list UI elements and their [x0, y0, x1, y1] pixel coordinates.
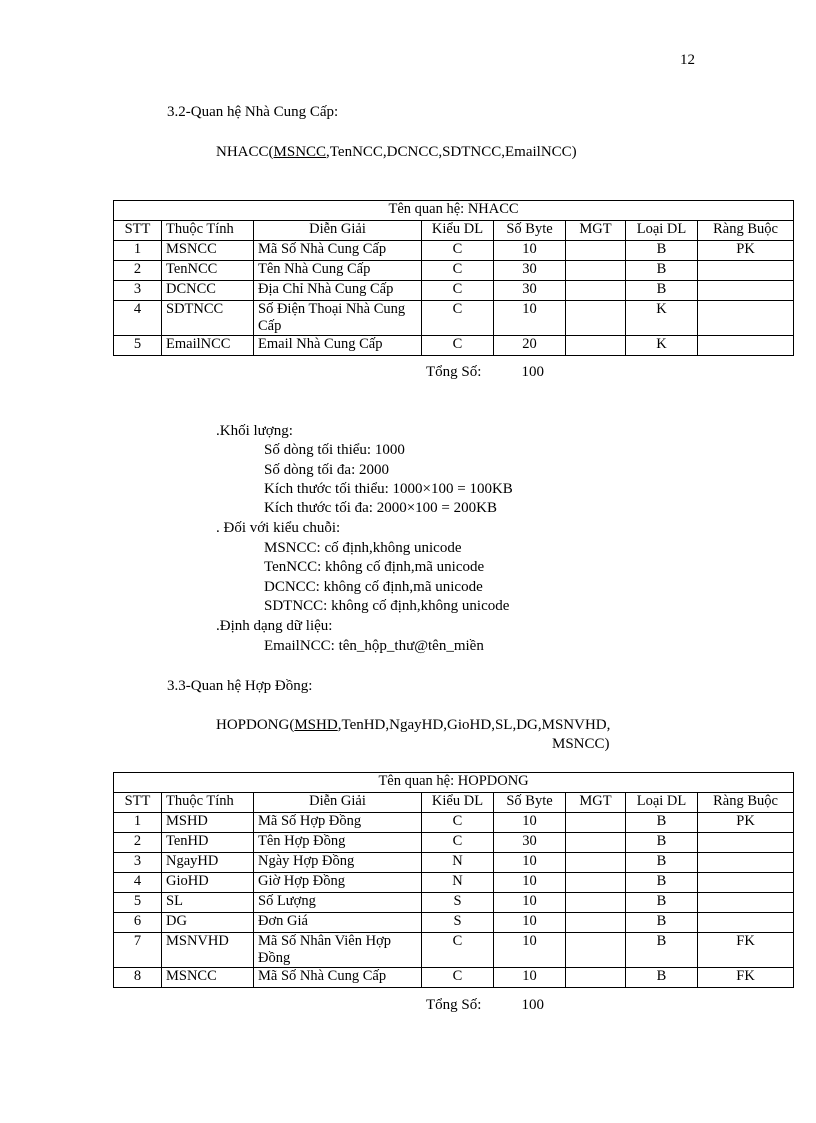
table-cell: N [422, 873, 494, 893]
table-cell: 8 [114, 968, 162, 988]
table-cell: C [422, 933, 494, 968]
table-cell: 3 [114, 281, 162, 301]
column-header: MGT [566, 793, 626, 813]
table-cell: PK [698, 813, 794, 833]
total-label: Tổng Số: [426, 997, 482, 1013]
table-cell: 10 [494, 301, 566, 336]
table-cell: K [626, 336, 698, 356]
table-cell: Mã Số Nhà Cung Cấp [254, 968, 422, 988]
table-cell: FK [698, 968, 794, 988]
schema-name: NHACC( [216, 144, 274, 160]
table-cell: B [626, 873, 698, 893]
table-cell: 3 [114, 853, 162, 873]
table-cell: 2 [114, 261, 162, 281]
table-nhacc [113, 200, 794, 356]
table-cell: 10 [494, 933, 566, 968]
table-cell: 7 [114, 933, 162, 968]
table-cell: TenNCC [162, 261, 254, 281]
table-cell: S [422, 913, 494, 933]
table-cell [566, 873, 626, 893]
table-cell: Số Lượng [254, 893, 422, 913]
table-cell: NgayHD [162, 853, 254, 873]
table-row [114, 833, 794, 853]
table-cell [698, 893, 794, 913]
column-header: Thuộc Tính [162, 793, 254, 813]
table-cell [566, 261, 626, 281]
section-heading-nhacc: 3.2-Quan hệ Nhà Cung Cấp: [167, 104, 339, 120]
schema-rest: ,TenHD,NgayHD,GioHD,SL,DG,MSNVHD, [337, 717, 611, 733]
table-cell [698, 913, 794, 933]
table-row [114, 853, 794, 873]
table-cell: MSNCC [162, 241, 254, 261]
table-cell: Ngày Hợp Đồng [254, 853, 422, 873]
table-cell [698, 301, 794, 336]
table-cell: Email Nhà Cung Cấp [254, 336, 422, 356]
table-cell: B [626, 933, 698, 968]
table-row [114, 968, 794, 988]
note-kieu-chuoi: . Đối với kiểu chuỗi: [216, 520, 341, 536]
table-row [114, 241, 794, 261]
table-cell: PK [698, 241, 794, 261]
table-cell: 4 [114, 301, 162, 336]
table-cell: Giờ Hợp Đồng [254, 873, 422, 893]
note-item: EmailNCC: tên_hộp_thư@tên_miền [264, 638, 484, 654]
table-cell: SL [162, 893, 254, 913]
table-cell: S [422, 893, 494, 913]
table-cell: C [422, 813, 494, 833]
table-cell: 10 [494, 853, 566, 873]
column-header: Kiểu DL [422, 793, 494, 813]
table-cell: Mã Số Nhân Viên Hợp Đồng [254, 933, 422, 968]
column-header: STT [114, 793, 162, 813]
table-cell [566, 968, 626, 988]
table-title: Tên quan hệ: NHACC [114, 201, 794, 221]
column-header: MGT [566, 221, 626, 241]
table-row [114, 893, 794, 913]
note-item: Số dòng tối thiểu: 1000 [264, 442, 405, 458]
table-cell [566, 336, 626, 356]
table-cell: SDTNCC [162, 301, 254, 336]
column-header: Ràng Buộc [698, 221, 794, 241]
table-cell [566, 241, 626, 261]
schema-name: HOPDONG( [216, 717, 295, 733]
note-khoi-luong: .Khối lượng: [216, 423, 293, 439]
table-cell: FK [698, 933, 794, 968]
table-cell: MSNCC [162, 968, 254, 988]
table-cell [566, 853, 626, 873]
table-cell [698, 281, 794, 301]
table-row [114, 913, 794, 933]
table-cell: C [422, 833, 494, 853]
table-title: Tên quan hệ: HOPDONG [114, 773, 794, 793]
table-cell: 10 [494, 913, 566, 933]
table-cell: 10 [494, 893, 566, 913]
note-item: SDTNCC: không cố định,không unicode [264, 598, 510, 614]
table-cell: Mã Số Nhà Cung Cấp [254, 241, 422, 261]
table-cell: 10 [494, 873, 566, 893]
table-cell: DCNCC [162, 281, 254, 301]
total-hopdong [426, 997, 544, 1014]
table-cell [698, 873, 794, 893]
total-value: 100 [521, 364, 544, 380]
column-header: Diễn Giải [254, 221, 422, 241]
page-number: 12 [680, 52, 695, 68]
column-header: Loại DL [626, 793, 698, 813]
table-cell: 10 [494, 813, 566, 833]
table-cell: Số Điện Thoại Nhà Cung Cấp [254, 301, 422, 336]
table-cell: 1 [114, 241, 162, 261]
table-row [114, 813, 794, 833]
note-item: Kích thước tối đa: 2000×100 = 200KB [264, 500, 497, 516]
note-item: DCNCC: không cố định,mã unicode [264, 579, 483, 595]
note-dinh-dang: .Định dạng dữ liệu: [216, 618, 333, 634]
table-cell: C [422, 301, 494, 336]
note-item: MSNCC: cố định,không unicode [264, 540, 462, 556]
column-header: Số Byte [494, 221, 566, 241]
table-cell: MSNVHD [162, 933, 254, 968]
schema-key: MSNCC [273, 144, 327, 160]
total-label: Tổng Số: [426, 364, 482, 380]
note-item: Kích thước tối thiểu: 1000×100 = 100KB [264, 481, 513, 497]
table-cell: B [626, 968, 698, 988]
table-cell: 10 [494, 968, 566, 988]
column-header: Kiểu DL [422, 221, 494, 241]
table-cell: Mã Số Hợp Đồng [254, 813, 422, 833]
note-item: Số dòng tối đa: 2000 [264, 462, 390, 478]
table-row [114, 281, 794, 301]
table-cell: B [626, 813, 698, 833]
table-cell: Tên Hợp Đồng [254, 833, 422, 853]
table-cell: 4 [114, 873, 162, 893]
table-cell: 30 [494, 261, 566, 281]
schema-hopdong [216, 717, 610, 734]
total-value: 100 [521, 997, 544, 1013]
table-cell: Đơn Giá [254, 913, 422, 933]
table-cell [566, 813, 626, 833]
table-cell [566, 281, 626, 301]
table-cell: TenHD [162, 833, 254, 853]
table-cell: B [626, 261, 698, 281]
table-cell: B [626, 893, 698, 913]
table-cell: MSHD [162, 813, 254, 833]
table-cell: EmailNCC [162, 336, 254, 356]
table-cell [698, 853, 794, 873]
table-cell: 2 [114, 833, 162, 853]
table-cell: C [422, 241, 494, 261]
column-header: Ràng Buộc [698, 793, 794, 813]
total-nhacc [426, 364, 544, 381]
schema-key: MSHD [294, 717, 338, 733]
table-row [114, 261, 794, 281]
table-cell: 10 [494, 241, 566, 261]
table-cell: C [422, 968, 494, 988]
column-header: Loại DL [626, 221, 698, 241]
table-cell: Tên Nhà Cung Cấp [254, 261, 422, 281]
table-cell [566, 933, 626, 968]
note-item: TenNCC: không cố định,mã unicode [264, 559, 485, 575]
table-cell: B [626, 853, 698, 873]
table-cell [566, 833, 626, 853]
table-cell: DG [162, 913, 254, 933]
schema-rest: ,TenNCC,DCNCC,SDTNCC,EmailNCC) [326, 144, 577, 160]
table-cell: 30 [494, 833, 566, 853]
table-cell: C [422, 336, 494, 356]
table-cell: 5 [114, 336, 162, 356]
column-header: Diễn Giải [254, 793, 422, 813]
table-cell: 6 [114, 913, 162, 933]
table-cell: B [626, 241, 698, 261]
table-row [114, 336, 794, 356]
table-cell [566, 301, 626, 336]
table-cell: 30 [494, 281, 566, 301]
schema-hopdong-line2: MSNCC) [552, 736, 610, 752]
table-cell: B [626, 833, 698, 853]
table-cell: 20 [494, 336, 566, 356]
table-cell [698, 336, 794, 356]
table-cell: C [422, 261, 494, 281]
table-cell: GioHD [162, 873, 254, 893]
table-cell: Địa Chỉ Nhà Cung Cấp [254, 281, 422, 301]
table-cell [566, 893, 626, 913]
column-header: Số Byte [494, 793, 566, 813]
table-cell [698, 261, 794, 281]
table-row [114, 301, 794, 336]
table-row [114, 933, 794, 968]
table-cell: B [626, 281, 698, 301]
table-cell [698, 833, 794, 853]
table-cell: 5 [114, 893, 162, 913]
column-header: Thuộc Tính [162, 221, 254, 241]
table-cell: 1 [114, 813, 162, 833]
table-row [114, 873, 794, 893]
schema-nhacc [216, 144, 577, 161]
table-cell [566, 913, 626, 933]
table-cell: N [422, 853, 494, 873]
table-hopdong [113, 772, 794, 988]
column-header: STT [114, 221, 162, 241]
section-heading-hopdong: 3.3-Quan hệ Hợp Đồng: [167, 678, 313, 694]
table-cell: K [626, 301, 698, 336]
table-cell: B [626, 913, 698, 933]
table-cell: C [422, 281, 494, 301]
